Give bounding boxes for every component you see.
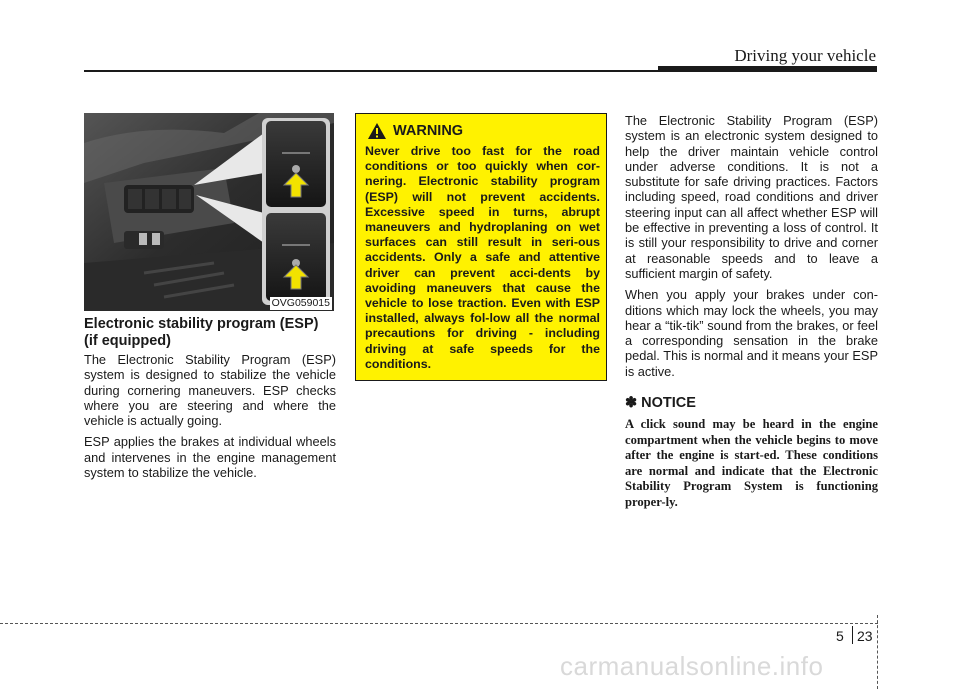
paragraph: The Electronic Stability Program (ESP) system is designed to stabilize the vehicle during cornering maneuvers. ESP checks where you are steering and where the vehicle is actually going. bbox=[84, 352, 336, 429]
paragraph: ESP applies the brakes at individual wheels and intervenes in the engine management system to stabilize the vehicle. bbox=[84, 434, 336, 481]
warning-triangle-icon bbox=[367, 122, 387, 140]
figure-code: OVG059015 bbox=[271, 297, 330, 309]
warning-title: WARNING bbox=[393, 123, 464, 139]
paragraph: The Electronic Stability Program (ESP) system is an electronic system designed to help the driver maintain vehicle control under adverse conditions. It is not a substitute for safe driving practices. Factors including speed, road conditions and driver steering input can all affect whether ESP will be effective in preventing a loss of control. It is still your responsibility to drive and corner at reasonable speeds and to leave a sufficient margin of safety. bbox=[625, 113, 878, 281]
page-number-separator bbox=[852, 626, 853, 644]
footer-rule bbox=[0, 623, 878, 624]
page-number: 23 bbox=[857, 628, 873, 644]
notice-text: A click sound may be heard in the engine compartment when the vehicle begins to move after the engine is start-ed. These conditions are normal and indicate that the Electronic Stability Program System is functioning proper-ly. bbox=[625, 417, 878, 510]
right-column bbox=[625, 113, 878, 511]
section-heading: Electronic stability program (ESP) (if equipped) bbox=[84, 316, 319, 349]
notice-star-icon: ✽ bbox=[625, 395, 638, 412]
watermark: carmanualsonline.info bbox=[560, 651, 824, 681]
running-header: Driving your vehicle bbox=[734, 46, 876, 65]
header-rule bbox=[84, 70, 877, 72]
chapter-number: 5 bbox=[836, 628, 844, 644]
warning-text: Never drive too fast for the road conditions or too quickly when cor-nering. Electronic stability program (ESP) will not prevent accidents. Excessive speed in turns, abrupt maneuvers and hydroplaning on wet surfaces can still result in seri-ous accidents. Only a safe and attentive driver can prevent acci-dents by avoiding maneuvers that cause the vehicle to lose traction. Even with ESP installed, always fol-low all the normal precautions for driving - including driving at safe speeds for the conditions. bbox=[365, 144, 600, 371]
left-column bbox=[84, 352, 336, 486]
notice-title: NOTICE bbox=[641, 395, 696, 412]
esp-switch-photo bbox=[84, 113, 334, 311]
warning-header bbox=[365, 122, 600, 140]
warning-box bbox=[355, 113, 607, 381]
footer-vertical-rule bbox=[877, 615, 878, 689]
notice-heading bbox=[625, 395, 878, 411]
dashboard-illustration bbox=[84, 113, 334, 311]
paragraph: When you apply your brakes under con-ditions which may lock the wheels, you may hear a “tik-tik” sound from the brakes, or feel a corresponding sensation in the brake pedal. This is normal and it means your ESP is active. bbox=[625, 287, 878, 379]
